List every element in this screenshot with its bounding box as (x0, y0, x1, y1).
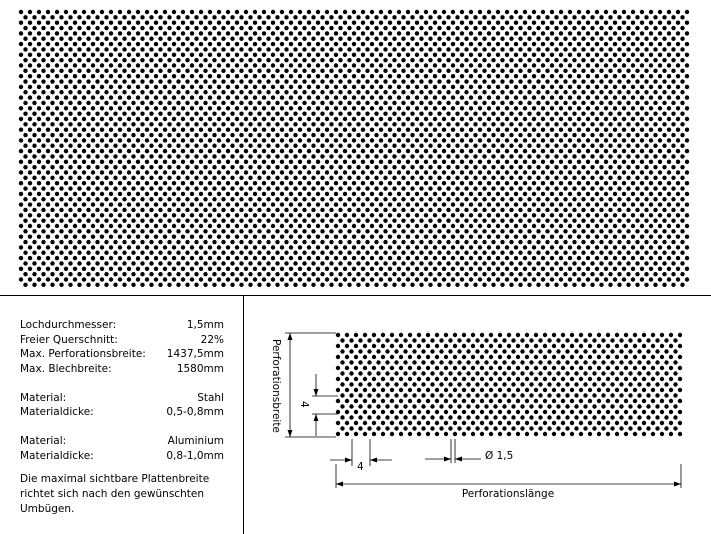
hole-diameter-dimension (425, 439, 513, 463)
spec-label: Max. Perforationsbreite: (20, 348, 146, 360)
spec-row-max-perforation-width (20, 347, 224, 362)
thickness-row-steel (20, 405, 224, 420)
hole-diameter-label: Ø 1,5 (485, 450, 514, 462)
horizontal-pitch-dimension (330, 439, 392, 473)
note-line: Umbügen. (20, 503, 75, 515)
material-value: Aluminium (167, 435, 224, 447)
thickness-row-aluminium (20, 449, 224, 464)
perforation-width-dimension (270, 333, 336, 437)
spec-label: Max. Blechbreite: (20, 362, 112, 375)
perforation-sample (336, 333, 682, 436)
spec-row-max-sheet-width (20, 362, 224, 377)
note-line: richtet sich nach den gewünschten (20, 488, 204, 500)
dimension-diagram (244, 296, 711, 534)
material-row-steel (20, 391, 224, 406)
spec-value: 22% (200, 333, 224, 346)
spec-value: 1580mm (176, 362, 224, 375)
vertical-pitch-dimension (298, 374, 338, 436)
material-label: Material: (20, 391, 67, 404)
thickness-label: Materialdicke: (20, 449, 94, 462)
vertical-pitch-label: 4 (298, 401, 310, 408)
material-label: Material: (20, 435, 67, 447)
spec-row-hole-diameter (20, 318, 224, 333)
thickness-value: 0,8-1,0mm (166, 449, 224, 462)
note-text (20, 472, 224, 517)
perforation-length-dimension (336, 464, 681, 500)
spec-row-open-area (20, 333, 224, 348)
horizontal-pitch-label: 4 (357, 461, 364, 473)
perforation-length-label: Perforationslänge (461, 488, 555, 500)
note-line: Die maximal sichtbare Plattenbreite (20, 473, 210, 485)
thickness-value: 0,5-0,8mm (166, 406, 224, 418)
specifications-panel (20, 318, 224, 517)
spec-label: Freier Querschnitt: (20, 333, 118, 346)
material-value: Stahl (197, 391, 224, 404)
spec-value: 1,5mm (186, 319, 224, 331)
thickness-label: Materialdicke: (20, 406, 94, 418)
perforation-width-label: Perforationsbreite (270, 339, 282, 433)
spec-value: 1437,5mm (166, 348, 224, 360)
material-row-aluminium (20, 434, 224, 449)
spec-label: Lochdurchmesser: (20, 319, 117, 331)
